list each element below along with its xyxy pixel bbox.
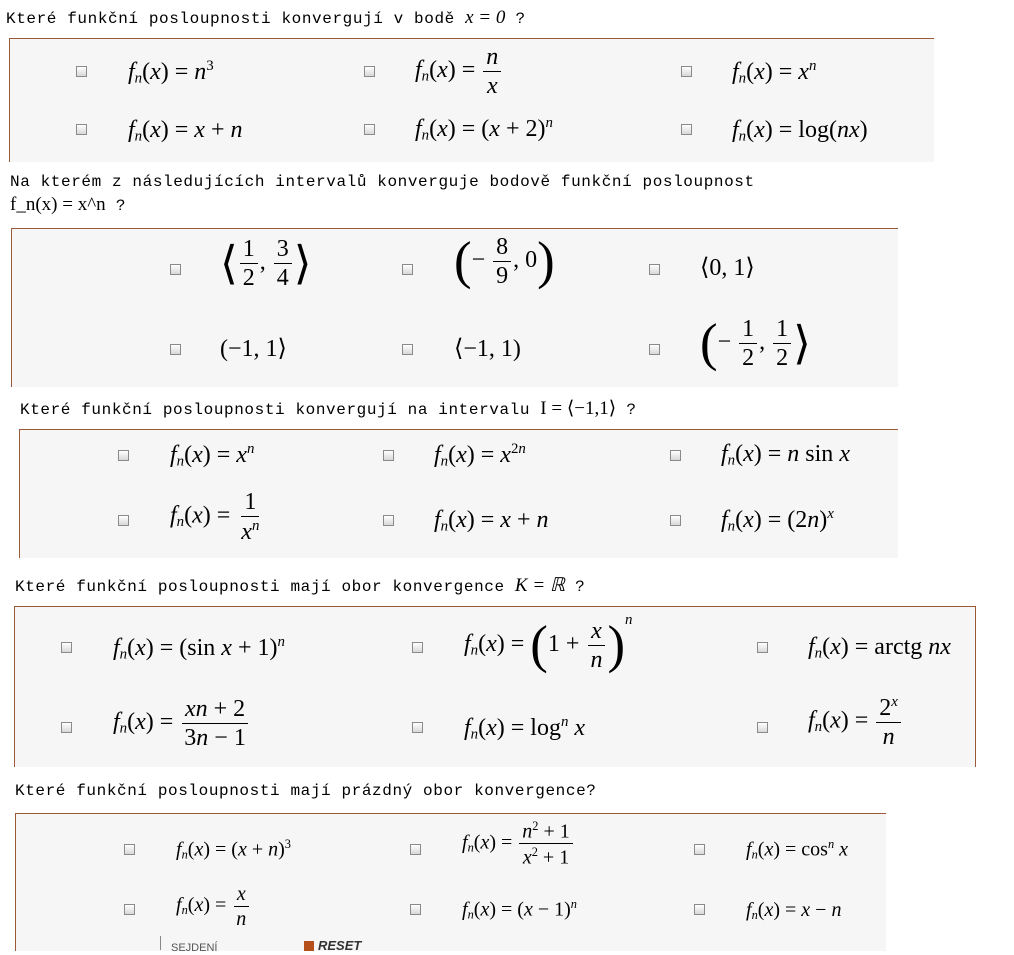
q5-option-3-checkbox[interactable] — [694, 844, 705, 855]
question-3-options — [19, 429, 898, 558]
question-4-options — [14, 606, 976, 767]
q4-option-6-formula: $f_n(x)$ = $\frac{2^x}{n}$ — [808, 695, 903, 749]
q4-option-5-checkbox[interactable] — [412, 722, 423, 733]
q1-option-3-checkbox[interactable] — [681, 66, 692, 77]
question-2-options — [11, 228, 898, 387]
q2-option-4-checkbox[interactable] — [170, 344, 181, 355]
question-2-text-line2: f_n(x) = x^n ? — [10, 194, 127, 215]
q3-option-5-formula: $f_n(x) = x + n$ — [434, 507, 549, 535]
q5-option-4-formula: $f_n(x)$ = $\frac{x}{n}$ — [176, 884, 251, 929]
question-1-text: Které funkční posloupnosti konvergují v bodě x = 0 ? — [6, 7, 526, 28]
q1-option-2-checkbox[interactable] — [364, 66, 375, 77]
q5-option-1-checkbox[interactable] — [124, 844, 135, 855]
q3-option-1-formula: $f_n(x) = x^n$ — [170, 441, 255, 470]
q2-option-5-checkbox[interactable] — [402, 344, 413, 355]
q3-option-4-formula: $f_n(x)$ = $\frac{1}{x^n}$ — [170, 489, 260, 545]
q5-option-5-checkbox[interactable] — [410, 904, 421, 915]
q3-option-6-checkbox[interactable] — [670, 515, 681, 526]
q5-option-6-checkbox[interactable] — [694, 904, 705, 915]
q2-option-2-formula: (− $\frac{8}{9}$ , 0) — [454, 232, 555, 291]
q2-option-2-checkbox[interactable] — [402, 264, 413, 275]
q1-option-2-formula: $f_n(x)$ = $\frac{n}{x}$ — [415, 45, 503, 98]
q2-option-5-formula: ⟨−1, 1) — [454, 336, 521, 362]
q3-option-3-checkbox[interactable] — [670, 450, 681, 461]
q1-option-1-checkbox[interactable] — [76, 66, 87, 77]
q4-option-4-checkbox[interactable] — [61, 722, 72, 733]
question-4-math: K = ℝ — [514, 575, 565, 596]
question-3-math: I = ⟨−1,1⟩ — [540, 398, 617, 419]
q4-option-1-formula: $f_n(x) = (\sin$ x + 1)$^n$ — [113, 634, 285, 663]
q3-option-3-formula: $f_n(x) = n$ sin x — [721, 441, 850, 469]
q1-option-5-formula: $f_n(x) = (x + 2)^n$ — [415, 115, 553, 144]
q2-option-1-formula: ⟨ $\frac{1}{2}$ , $\frac{3}{4}$ ⟩ — [220, 236, 312, 291]
q1-option-3-formula: $f_n(x) = x^n$ — [732, 58, 817, 87]
q2-option-3-formula: ⟨0, 1⟩ — [700, 255, 755, 281]
q3-option-2-checkbox[interactable] — [383, 450, 394, 461]
q1-option-6-formula: $f_n(x) = \log(nx)$ — [732, 117, 868, 145]
q2-option-3-checkbox[interactable] — [649, 264, 660, 275]
q5-option-1-formula: $f_n(x) = (x + n)^3$ — [176, 837, 291, 862]
q5-option-4-checkbox[interactable] — [124, 904, 135, 915]
q4-option-6-checkbox[interactable] — [757, 722, 768, 733]
q3-option-2-formula: $f_n(x) = x^{2n}$ — [434, 441, 526, 470]
q4-option-5-formula: $f_n(x) = \log^n x$ — [464, 714, 586, 743]
q2-option-1-checkbox[interactable] — [170, 264, 181, 275]
question-3-text: Které funkční posloupnosti konvergují na intervalu I = ⟨−1,1⟩ ? — [20, 398, 637, 419]
question-4-text: Které funkční posloupnosti mají obor konvergence K = ℝ ? — [15, 575, 586, 596]
q4-option-3-formula: $f_n(x)$ = arctg nx — [808, 634, 951, 662]
q1-option-1-formula: $f_n(x) = n^3$ — [128, 58, 214, 87]
q5-option-2-checkbox[interactable] — [410, 844, 421, 855]
footer-cut-label: SEJDENÍ — [160, 936, 271, 950]
q3-option-5-checkbox[interactable] — [383, 515, 394, 526]
q2-option-4-formula: (−1, 1⟩ — [220, 336, 287, 362]
q5-option-3-formula: $f_n(x) = \cos^n x$ — [746, 837, 849, 862]
q4-option-2-checkbox[interactable] — [412, 642, 423, 653]
q4-option-3-checkbox[interactable] — [757, 642, 768, 653]
q2-option-6-checkbox[interactable] — [649, 344, 660, 355]
question-1-math: x = 0 — [465, 7, 506, 28]
q2-option-6-formula: (− $\frac{1}{2}$ , $\frac{1}{2}$ ⟩ — [700, 314, 811, 373]
q5-option-5-formula: $f_n(x) = (x - 1)^n$ — [462, 897, 577, 922]
q4-option-2-formula: $f_n(x) = (1$ + $\frac{x}{n}$ )$^n$ — [464, 612, 633, 674]
question-1-options — [9, 38, 934, 162]
q1-option-5-checkbox[interactable] — [364, 124, 375, 135]
q3-option-1-checkbox[interactable] — [118, 450, 129, 461]
question-5-options — [15, 813, 886, 951]
q4-option-1-checkbox[interactable] — [61, 642, 72, 653]
question-2-text: Na kterém z následujících intervalů konverguje bodově funkční posloupnost — [10, 173, 755, 191]
q1-option-4-checkbox[interactable] — [76, 124, 87, 135]
question-5-text: Které funkční posloupnosti mají prázdný obor konvergence? — [15, 782, 597, 800]
q3-option-4-checkbox[interactable] — [118, 515, 129, 526]
q5-option-2-formula: $f_n(x)$ = $\frac{n^2 + 1}{x^2 + 1}$ — [462, 820, 575, 868]
q3-option-6-formula: $f_n(x) = (2n)^x$ — [721, 506, 834, 535]
q1-option-4-formula: $f_n(x) = x + n$ — [128, 117, 243, 145]
reset-button[interactable]: RESET — [304, 938, 361, 953]
question-2-math: f_n(x) = x^n — [10, 194, 106, 215]
q4-option-4-formula: $f_n(x)$ = $\frac{xn + 2}{3n - 1}$ — [113, 697, 251, 750]
q1-option-6-checkbox[interactable] — [681, 124, 692, 135]
q5-option-6-formula: $f_n(x) = x - n$ — [746, 899, 842, 923]
